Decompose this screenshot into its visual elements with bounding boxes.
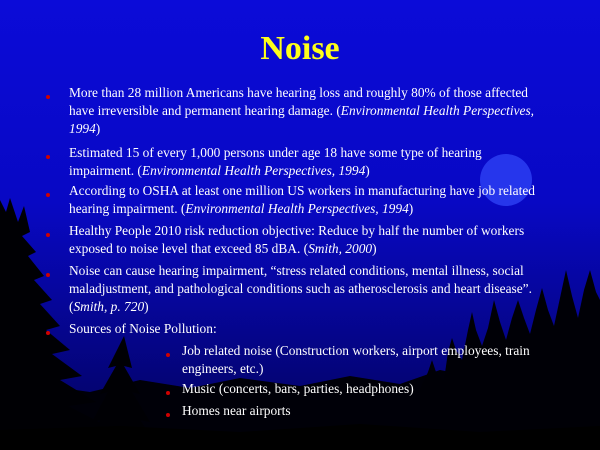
- sub-bullet-dot: [166, 353, 170, 357]
- sub-bullet-text: Job related noise (Construction workers, airport employees, train engineers, etc.): [182, 343, 530, 376]
- bullet-end: ): [372, 241, 377, 256]
- sub-bullet-item: [182, 342, 546, 378]
- bullet-dot: [46, 193, 50, 197]
- bullet-dot: [46, 155, 50, 159]
- bullet-item: [69, 144, 539, 180]
- sub-bullet-item: [182, 402, 546, 420]
- bullet-dot: [46, 95, 50, 99]
- bullet-end: ): [144, 299, 149, 314]
- sub-bullet-dot: [166, 413, 170, 417]
- bullet-end: ): [408, 201, 414, 216]
- sub-bullet-text: Homes near airports: [182, 403, 291, 418]
- sub-bullet-dot: [166, 391, 170, 395]
- bullet-end: ): [365, 163, 370, 178]
- bullet-source: Smith, 2000: [308, 241, 373, 256]
- bullet-dot: [46, 233, 50, 237]
- bullet-source: Smith, p. 720: [73, 299, 145, 314]
- bullet-item: [69, 84, 539, 138]
- sub-bullet-text: Music (concerts, bars, parties, headphones): [182, 381, 414, 396]
- bullet-source: Environmental Health Perspectives, 1994: [185, 201, 409, 216]
- bullet-text: Estimated 15 of every 1,000 persons under age 18 have some type of hearing impairment. (: [69, 145, 482, 178]
- bullet-item: [69, 222, 539, 258]
- bullet-dot: [46, 331, 50, 335]
- bullet-dot: [46, 273, 50, 277]
- bullet-item: [69, 262, 545, 316]
- bullet-text: More than 28 million Americans have hearing loss and roughly 80% of those affected have irreversible and permanent hearing damage. (: [69, 85, 529, 118]
- bullet-text: According to OSHA at least one million US workers in manufacturing have job related hearing impairment. (: [69, 183, 535, 216]
- sub-bullet-item: [182, 380, 546, 398]
- bullet-item: [69, 320, 539, 338]
- bullet-text: Healthy People 2010 risk reduction objective: Reduce by half the number of workers exposed to noise level that exceed 85 dBA. (: [69, 223, 525, 256]
- bullet-text: Noise can cause hearing impairment, “stress related conditions, mental illness, social maladjustment, and pathological conditions such as atherosclerosis and heart disease”. (: [69, 263, 532, 314]
- bullet-item: [69, 182, 539, 218]
- bullet-end: ): [95, 121, 101, 136]
- slide-title: Noise: [260, 30, 340, 67]
- bullet-source: Environmental Health Perspectives, 1994: [141, 163, 366, 178]
- bullet-source: Environmental Health Perspectives, 1994: [69, 103, 535, 136]
- bullet-text: Sources of Noise Pollution:: [69, 321, 217, 336]
